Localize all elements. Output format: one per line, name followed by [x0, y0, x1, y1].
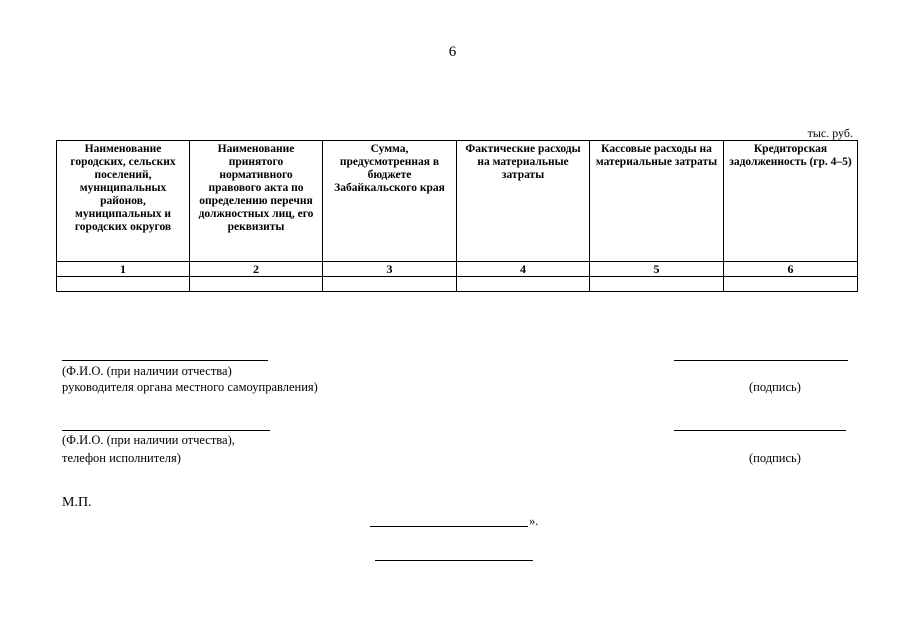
header-cash-expenses: Кассовые расходы на материальные затраты [590, 141, 724, 262]
table-cell [457, 277, 590, 292]
column-number: 4 [457, 262, 590, 277]
head-name-line [62, 360, 268, 361]
table-row [57, 277, 858, 292]
column-number-row [57, 262, 858, 277]
table-cell [590, 277, 724, 292]
column-number: 3 [323, 262, 457, 277]
table-cell [57, 277, 190, 292]
table-cell [724, 277, 858, 292]
stamp-label: М.П. [62, 495, 92, 510]
column-number: 2 [190, 262, 323, 277]
executor-phone-label: телефон исполнителя) [62, 451, 181, 465]
column-number: 6 [724, 262, 858, 277]
header-legal-act: Наименование принятого нормативного правового акта по определению перечня должностных лиц, его реквизиты [190, 141, 323, 262]
header-budget-sum: Сумма, предусмотренная в бюджете Забайкальского края [323, 141, 457, 262]
report-table [56, 140, 858, 292]
date-suffix: ». [529, 514, 539, 528]
executor-signature-line [674, 430, 846, 431]
executor-signature-label: (подпись) [749, 451, 801, 465]
table-cell [323, 277, 457, 292]
column-number: 1 [57, 262, 190, 277]
header-payables: Кредиторская задолженность (гр. 4–5) [724, 141, 858, 262]
date-line [370, 526, 528, 527]
head-signature-label: (подпись) [749, 380, 801, 394]
head-signature-line [674, 360, 848, 361]
header-municipality: Наименование городских, сельских поселений, муниципальных районов, муниципальных и городских округов [57, 141, 190, 262]
head-position-label: руководителя органа местного самоуправления) [62, 380, 318, 394]
table-header-row [57, 141, 858, 262]
header-actual-expenses: Фактические расходы на материальные затраты [457, 141, 590, 262]
executor-name-label: (Ф.И.О. (при наличии отчества), [62, 433, 235, 447]
page-number: 6 [448, 44, 457, 60]
units-label: тыс. руб. [807, 126, 853, 140]
head-name-label: (Ф.И.О. (при наличии отчества) [62, 364, 232, 378]
executor-name-line [62, 430, 270, 431]
column-number: 5 [590, 262, 724, 277]
table-cell [190, 277, 323, 292]
bottom-separator-line [375, 560, 533, 561]
